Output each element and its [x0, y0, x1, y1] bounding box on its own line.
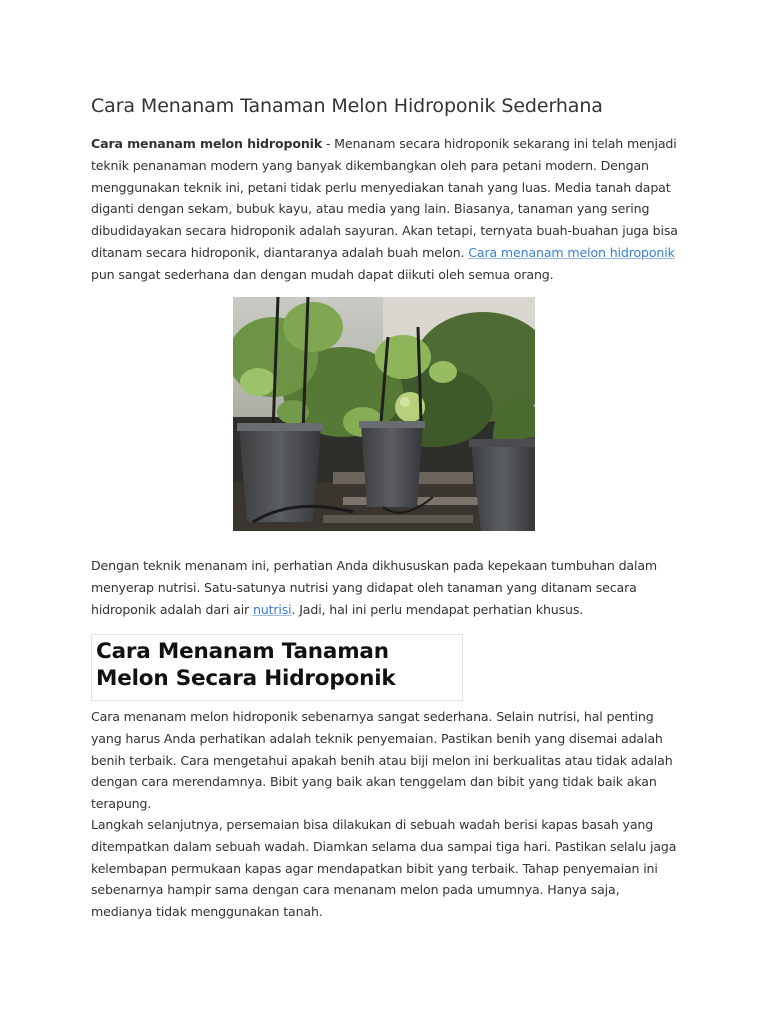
intro-text-end: pun sangat sederhana dan dengan mudah dapat diikuti oleh semua orang. — [91, 266, 554, 282]
paragraph-penyemaian: Cara menanam melon hidroponik sebenarnya sangat sederhana. Selain nutrisi, hal penting yang harus Anda perhatikan adalah teknik penyemaian. Pastikan benih yang disemai adalah benih terbaik. Cara mengetahui apakah benih atau biji melon ini berkualitas atau tidak adalah dengan cara merendamnya. Bibit yang baik akan tenggelam dan bibit yang tidak baik akan terapung. — [91, 709, 673, 812]
section-heading-box — [91, 634, 463, 701]
para2-text: Dengan teknik menanam ini, perhatian Anda dikhususkan pada kepekaan tumbuhan dalam menyerap nutrisi. Satu-satunya nutrisi yang didapat oleh tanaman yang ditanam secara hidroponik adalah dari air — [91, 558, 658, 617]
para2-text-end: . Jadi, hal ini perlu mendapat perhatian khusus. — [291, 601, 584, 617]
section-heading: Cara Menanam Tanaman Melon Secara Hidroponik — [96, 639, 396, 691]
paragraph-nutrisi — [91, 555, 681, 620]
intro-bold-lead: Cara menanam melon hidroponik — [91, 136, 323, 151]
paragraph-langkah: Langkah selanjutnya, persemaian bisa dilakukan di sebuah wadah berisi kapas basah yang ditempatkan dalam sebuah wadah. Diamkan selama dua sampai tiga hari. Pastikan selalu jaga kelembapan permukaan kapas agar mendapatkan bibit yang terbaik. Tahap penyemaian ini sebenarnya hampir sama dengan cara menanam melon pada umumnya. Hanya saja, medianya tidak menggunakan tanah. — [91, 817, 677, 920]
page-title: Cara Menanam Tanaman Melon Hidroponik Sederhana — [91, 95, 603, 117]
intro-paragraph — [91, 133, 681, 286]
nutrisi-link[interactable]: nutrisi — [252, 601, 292, 617]
intro-link[interactable]: Cara menanam melon hidroponik — [468, 244, 675, 260]
melon-plant-photo — [233, 297, 535, 531]
intro-text: - Menanam secara hidroponik sekarang ini telah menjadi teknik penanaman modern yang banyak dikembangkan oleh para petani modern. Dengan menggunakan teknik ini, petani tidak perlu menyediakan tanah yang luas. Media tanah dapat diganti dengan sekam, bubuk kayu, atau media yang lain. Biasanya, tanaman yang sering dibudidayakan secara hidroponik adalah sayuran. Akan tetapi, ternyata buah-buahan juga bisa ditanam secara hidroponik, diantaranya adalah buah melon. — [91, 136, 678, 260]
